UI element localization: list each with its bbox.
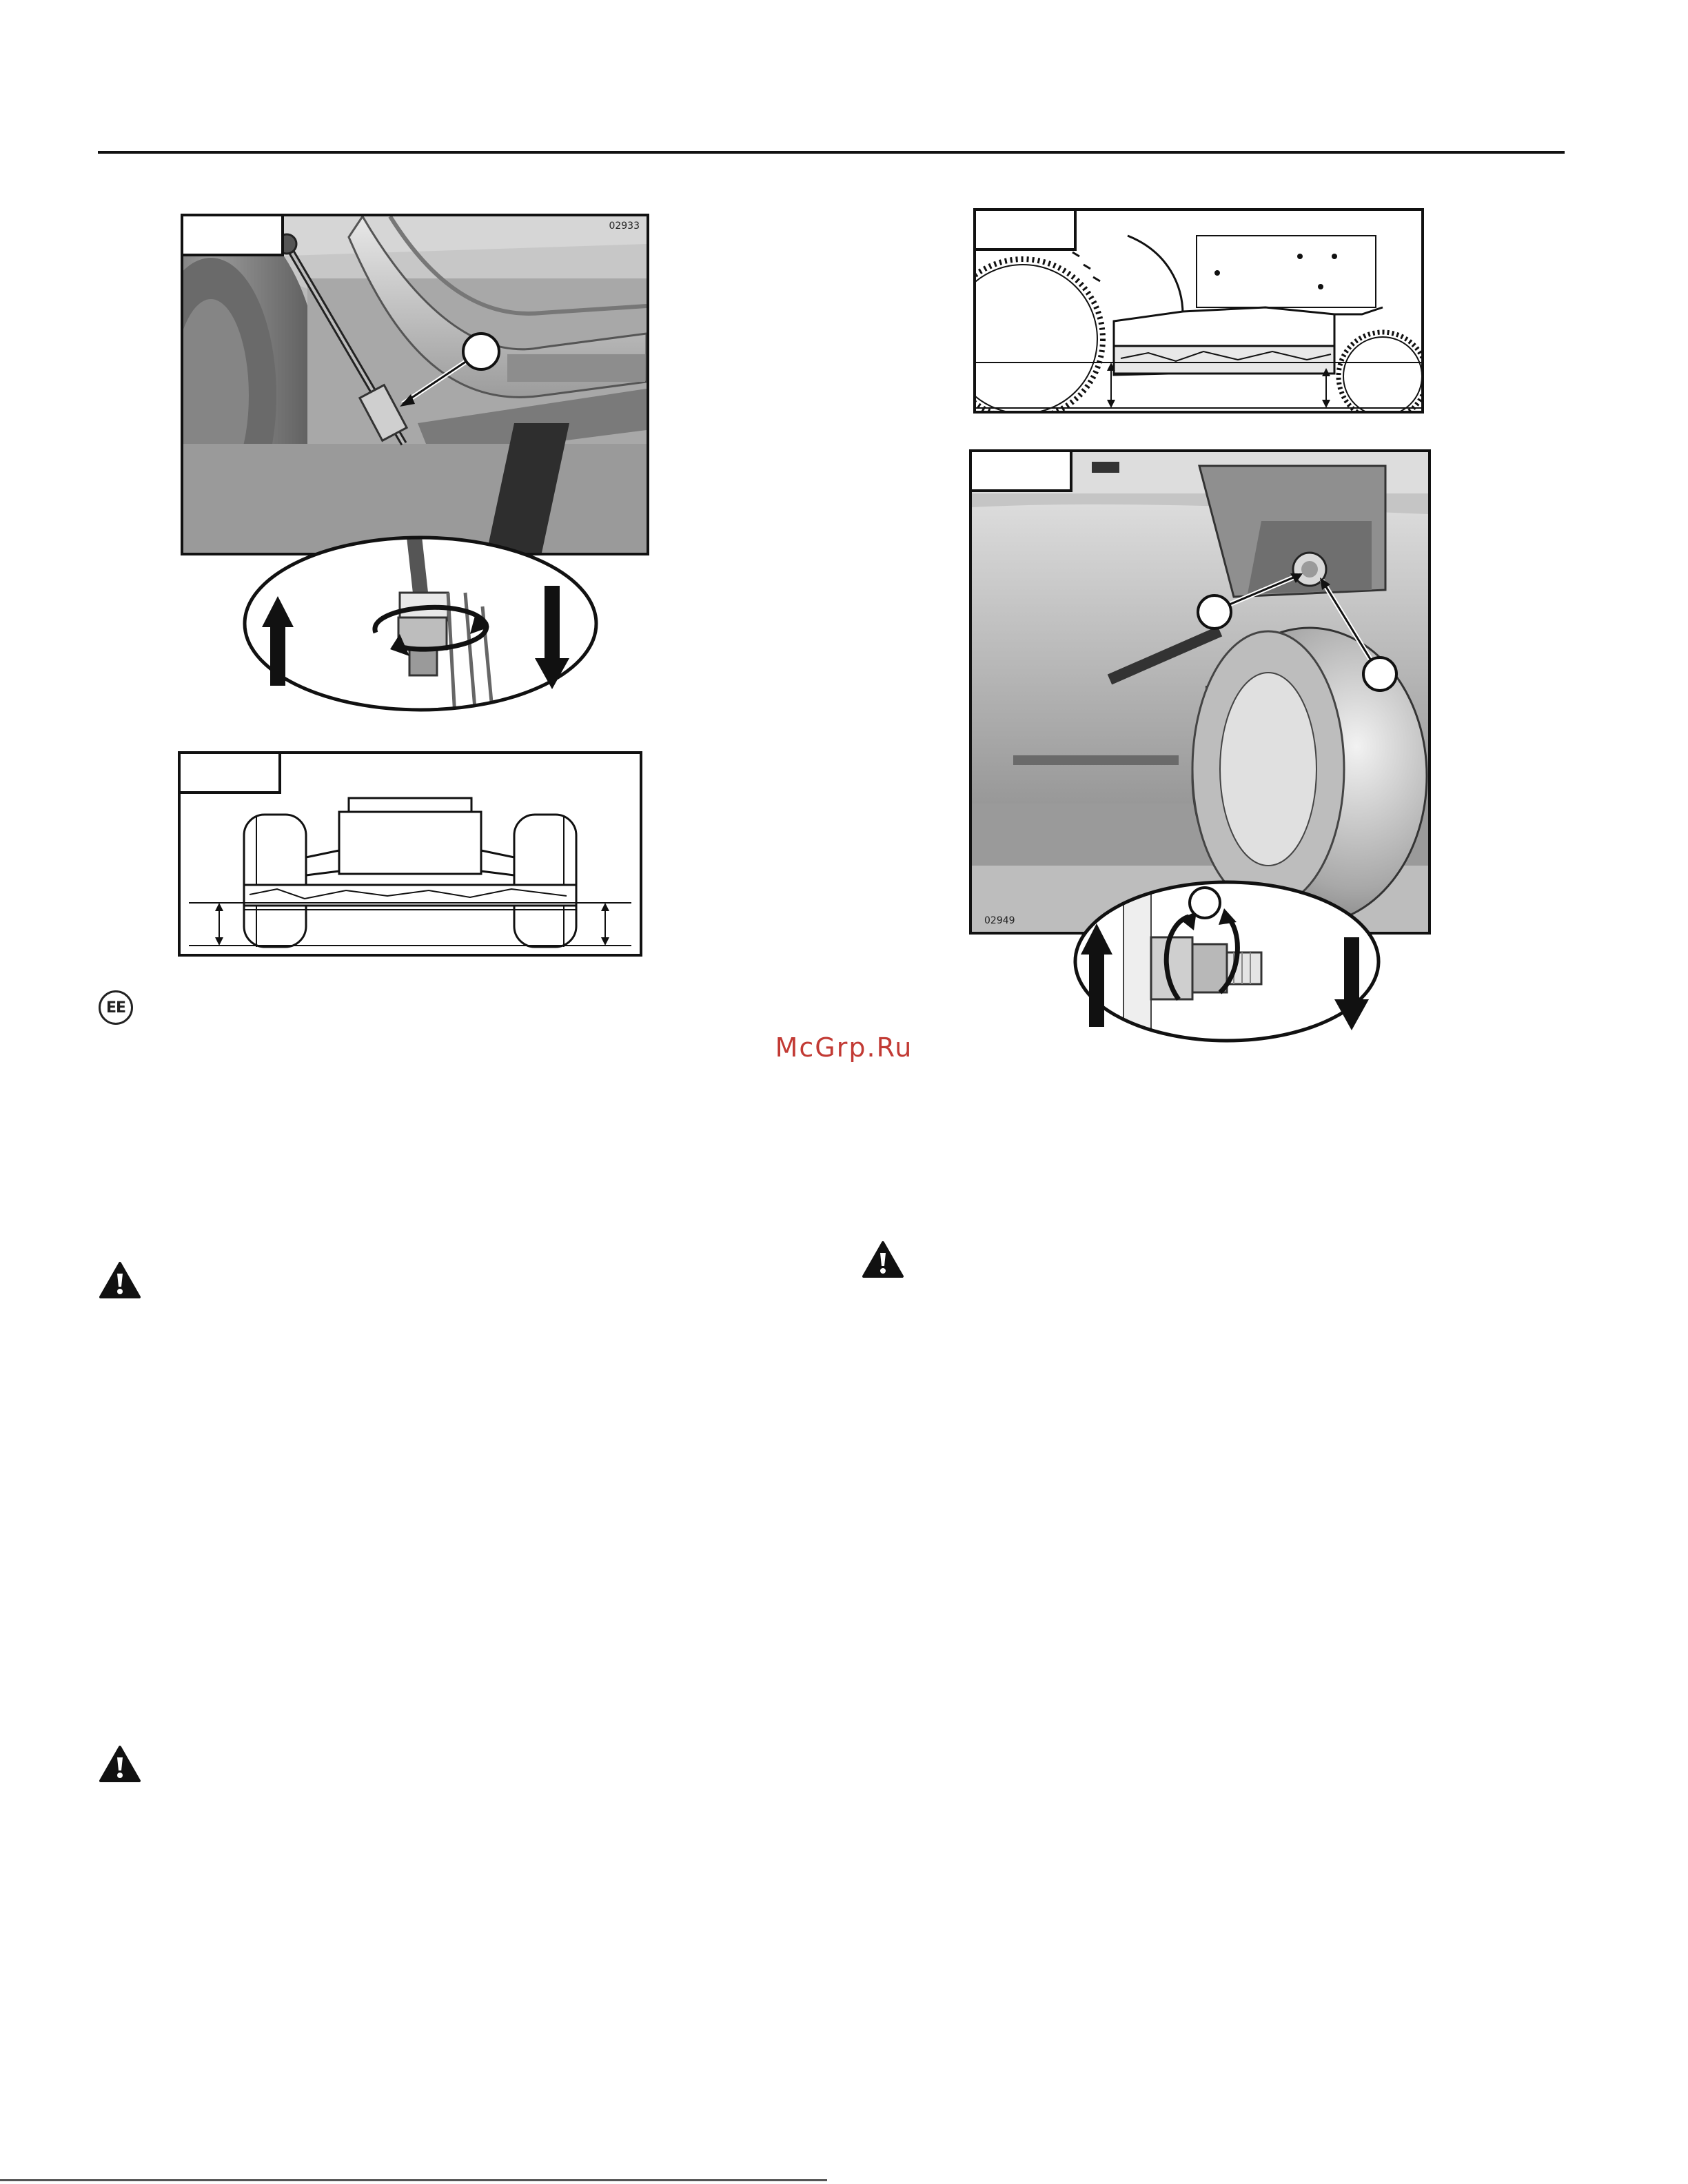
figure-tab <box>181 754 281 794</box>
figure-link-adjustment <box>181 214 649 555</box>
figure-code: 02933 <box>609 221 640 232</box>
figure-tab <box>976 211 1077 251</box>
footer-rule <box>0 2179 827 2181</box>
figure-tab <box>183 216 284 256</box>
warning-triangle-icon <box>862 1241 904 1279</box>
figure-tab <box>972 452 1072 492</box>
figure-deck-front-view <box>178 751 642 957</box>
figure-gauge-wheel <box>969 449 1431 935</box>
watermark: McGrp.Ru <box>775 1032 913 1063</box>
link-adjustment-illustration <box>183 216 647 553</box>
warning-triangle-icon <box>99 1261 141 1300</box>
language-badge-ee: EE <box>99 990 133 1025</box>
gauge-wheel-illustration <box>972 452 1428 932</box>
warning-triangle-icon <box>99 1745 141 1784</box>
figure-deck-side-view <box>973 208 1424 414</box>
zoom-inset-adjust-nut <box>227 531 613 717</box>
header-rule <box>98 151 1565 154</box>
figure-code: 02949 <box>984 915 1015 926</box>
zoom-inset-wheel-nut <box>1061 875 1392 1048</box>
